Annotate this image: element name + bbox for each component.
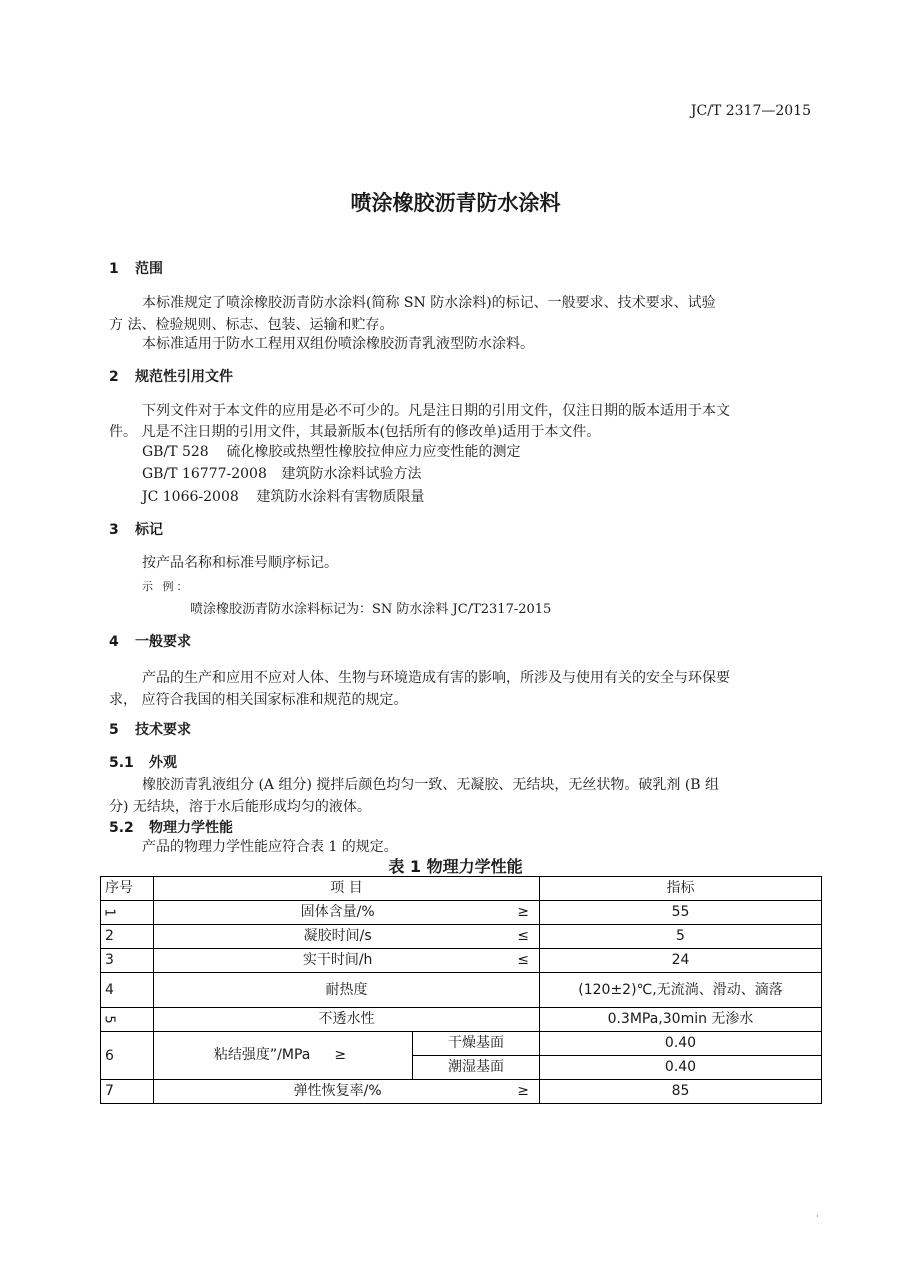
reference-item <box>142 441 520 461</box>
table-row <box>101 901 822 925</box>
row-item: 凝胶时间/s ≤ <box>154 925 540 949</box>
paragraph: 件。 凡是不注日期的引用文件，其最新版本(包括所有的修改单)适用于本文件。 <box>109 424 601 440</box>
paragraph: 本标准适用于防水工程用双组份喷涂橡胶沥青乳液型防水涂料。 <box>142 336 534 352</box>
row-item: 耐热度 <box>154 973 540 1008</box>
reference-name: 硫化橡胶或热塑性橡胶拉伸应力应变性能的测定 <box>226 444 521 460</box>
paragraph: 本标准规定了喷涂橡胶沥青防水涂料(简称 SN 防水涂料)的标记、一般要求、技术要求、试验 <box>142 295 716 311</box>
row-no: 7 <box>101 1080 154 1104</box>
paragraph: 橡胶沥青乳液组分 (A 组分) 搅拌后颜色均匀一致、无凝胶、无结块，无丝状物。破乳剂 (B 组 <box>142 777 720 793</box>
row-no: 2 <box>101 925 154 949</box>
row-value: 24 <box>540 949 822 973</box>
section-number: 5.2 <box>109 820 134 836</box>
row-value: 0.40 <box>540 1032 822 1056</box>
reference-code: GB/T 528 <box>142 444 209 460</box>
reference-item <box>142 463 421 483</box>
table-header-row <box>101 877 822 901</box>
row-value: 85 <box>540 1080 822 1104</box>
table-row <box>101 973 822 1008</box>
row-no: 3 <box>101 949 154 973</box>
section-title: 规范性引用文件 <box>135 369 233 385</box>
table-row <box>101 925 822 949</box>
standard-number: JC/T 2317—2015 <box>690 103 811 119</box>
section-title: 物理力学性能 <box>149 820 233 836</box>
paragraph: 求， 应符合我国的相关国家标准和规范的规定。 <box>109 692 408 708</box>
section-title: 技术要求 <box>135 722 191 738</box>
comparison-symbol: ≤ <box>517 928 529 944</box>
paragraph: 下列文件对于本文件的应用是必不可少的。凡是注日期的引用文件，仅注日期的版本适用于本文 <box>142 403 730 419</box>
section-title: 标记 <box>135 522 163 538</box>
row-no: 4 <box>101 973 154 1008</box>
paragraph: 分) 无结块，溶于水后能形成均匀的液体。 <box>109 799 371 815</box>
comparison-symbol: ≥ <box>334 1047 347 1063</box>
example-text: 喷涂橡胶沥青防水涂料标记为：SN 防水涂料 JC/T2317-2015 <box>190 602 552 617</box>
header-no: 序号 <box>101 877 154 901</box>
section-5-heading <box>109 719 191 739</box>
properties-table <box>100 876 822 1104</box>
section-number: 2 <box>109 369 119 385</box>
row-value: (120±2)℃,无流淌、滑动、滴落 <box>540 973 822 1008</box>
reference-code: JC 1066-2008 <box>142 489 239 505</box>
section-number: 5.1 <box>109 755 134 771</box>
comparison-symbol: ≥ <box>517 1083 529 1099</box>
section-number: 1 <box>109 261 119 277</box>
section-5-2-heading <box>109 817 233 837</box>
example-label: 示 例： <box>142 580 191 593</box>
paragraph: 方 法、检验规则、标志、包装、运输和贮存。 <box>109 317 394 333</box>
reference-name: 建筑防水涂料试验方法 <box>281 466 422 482</box>
row-item: 固体含量/% ≥ <box>154 901 540 925</box>
table-row <box>101 1008 822 1032</box>
section-title: 外观 <box>149 755 177 771</box>
section-number: 5 <box>109 722 119 738</box>
row-subitem: 潮湿基面 <box>413 1056 540 1080</box>
paragraph: 产品的物理力学性能应符合表 1 的规定。 <box>142 839 398 855</box>
section-3-heading <box>109 519 163 539</box>
paragraph: 按产品名称和标准号顺序标记。 <box>142 555 338 571</box>
row-item: 弹性恢复率/% ≥ <box>154 1080 540 1104</box>
reference-code: GB/T 16777-2008 <box>142 466 267 482</box>
section-4-heading <box>109 631 191 651</box>
table-row <box>101 1080 822 1104</box>
document-title: 喷涂橡胶沥青防水涂料 <box>350 191 561 215</box>
section-number: 4 <box>109 634 119 650</box>
row-value: 55 <box>540 901 822 925</box>
section-title: 范围 <box>135 261 163 277</box>
row-item: 不透水性 <box>154 1008 540 1032</box>
row-subitem: 干燥基面 <box>413 1032 540 1056</box>
row-value: 0.3MPa,30min 无渗水 <box>540 1008 822 1032</box>
row-value: 5 <box>540 925 822 949</box>
row-no: 1 <box>101 901 154 925</box>
table-row <box>101 949 822 973</box>
table-title: 表 1 物理力学性能 <box>388 857 523 876</box>
paragraph: 产品的生产和应用不应对人体、生物与环境造成有害的影响，所涉及与使用有关的安全与环保要 <box>142 670 730 686</box>
reference-item <box>142 486 424 506</box>
row-item: 实干时间/h ≤ <box>154 949 540 973</box>
header-item: 项 目 <box>154 877 540 901</box>
header-value: 指标 <box>540 877 822 901</box>
section-5-1-heading <box>109 752 177 772</box>
row-no: 6 <box>101 1032 154 1080</box>
comparison-symbol: ≤ <box>517 952 529 968</box>
page-mark: · <box>816 1212 819 1221</box>
section-2-heading <box>109 366 233 386</box>
table-row <box>101 1032 822 1056</box>
row-value: 0.40 <box>540 1056 822 1080</box>
row-no: 5 <box>101 1008 154 1032</box>
section-title: 一般要求 <box>135 634 191 650</box>
reference-name: 建筑防水涂料有害物质限量 <box>256 489 425 505</box>
section-1-heading <box>109 258 163 278</box>
comparison-symbol: ≥ <box>517 904 529 920</box>
section-number: 3 <box>109 522 119 538</box>
row-item: 粘结强度”/MPa ≥ <box>154 1032 413 1080</box>
